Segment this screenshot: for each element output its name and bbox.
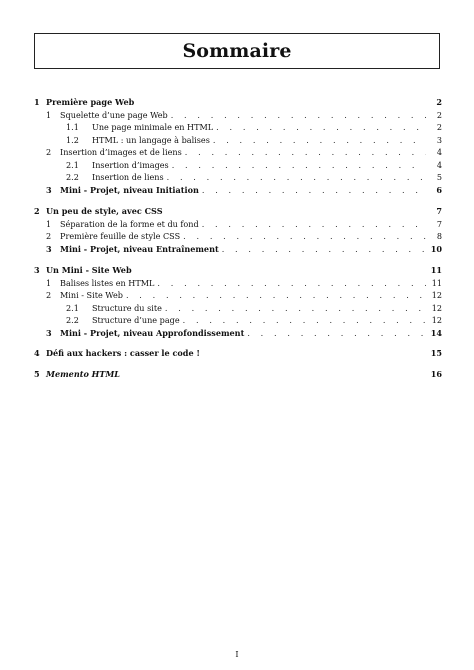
toc-leader-dots xyxy=(126,289,426,302)
toc-page-number: 16 xyxy=(430,368,442,379)
toc-number: 3 xyxy=(46,243,52,254)
toc-number: 1 xyxy=(46,109,52,120)
toc-section[interactable] xyxy=(34,146,442,159)
toc-page-number: 2 xyxy=(436,122,442,132)
toc-number: 1.1 xyxy=(66,122,79,132)
toc-number: 1 xyxy=(46,218,52,229)
toc-leader-dots xyxy=(183,230,426,243)
toc-chapter[interactable] xyxy=(34,96,442,109)
toc-leader-dots xyxy=(247,327,426,340)
toc-page-number: 6 xyxy=(436,184,442,195)
toc-page-number: 15 xyxy=(430,348,442,358)
toc-number: 2 xyxy=(46,290,52,300)
toc-number: 2.1 xyxy=(66,159,79,170)
toc-title: Séparation de la forme et du fond xyxy=(60,218,199,229)
toc-leader-dots xyxy=(157,277,426,290)
toc-leader-dots xyxy=(202,184,426,197)
toc-section[interactable] xyxy=(34,218,442,231)
toc-section[interactable] xyxy=(34,243,442,256)
toc-title: Mini - Projet, niveau Initiation xyxy=(60,184,199,195)
toc-subsection[interactable] xyxy=(34,121,442,134)
toc-number: 1.2 xyxy=(66,134,79,145)
toc-title: Insertion de liens xyxy=(92,172,164,182)
toc-subsection[interactable] xyxy=(34,171,442,184)
toc-subsection[interactable] xyxy=(34,134,442,147)
toc-title: HTML : un langage à balises xyxy=(92,134,210,145)
toc-title: Une page minimale en HTML xyxy=(92,122,214,132)
toc-number: 2.1 xyxy=(66,302,79,313)
toc-title: Un peu de style, avec CSS xyxy=(46,206,163,216)
toc-title: Première page Web xyxy=(46,97,135,107)
toc-title: Structure du site xyxy=(92,302,162,313)
toc-page-number: 8 xyxy=(436,231,442,241)
toc-leader-dots xyxy=(202,218,426,231)
toc-section[interactable] xyxy=(34,230,442,243)
toc-chapter[interactable] xyxy=(34,264,442,277)
toc-number: 2.2 xyxy=(66,172,79,182)
toc-subsection[interactable] xyxy=(34,159,442,172)
toc-leader-dots xyxy=(222,243,426,256)
toc-page-number: 4 xyxy=(436,159,442,170)
toc-leader-dots xyxy=(172,159,426,172)
toc-leader-dots xyxy=(185,146,426,159)
toc-title: Mini - Projet, niveau Entraînement xyxy=(60,243,219,254)
toc-number: 4 xyxy=(34,348,40,358)
page-title: Sommaire xyxy=(182,40,292,62)
toc-page-number: 10 xyxy=(430,243,442,254)
toc-section[interactable] xyxy=(34,327,442,340)
toc-subsection[interactable] xyxy=(34,314,442,327)
toc-leader-dots xyxy=(165,302,426,315)
toc-section[interactable] xyxy=(34,277,442,290)
toc-title: Insertion d’images xyxy=(92,159,169,170)
toc-number: 2 xyxy=(34,206,40,216)
toc-title: Structure d’une page xyxy=(92,315,180,325)
toc-chapter[interactable] xyxy=(34,347,442,360)
toc-leader-dots xyxy=(183,314,426,327)
toc-section[interactable] xyxy=(34,289,442,302)
toc-title: Mini - Site Web xyxy=(60,290,123,300)
toc-page-number: 12 xyxy=(431,290,442,300)
toc-title: Squelette d’une page Web xyxy=(60,109,168,120)
toc-page-number: 4 xyxy=(436,147,442,157)
toc-page-number: 11 xyxy=(430,265,442,275)
toc-page-number: 7 xyxy=(436,206,442,216)
toc-page-number: 7 xyxy=(436,218,442,229)
toc-number: 3 xyxy=(34,265,40,275)
toc-page-number: 2 xyxy=(436,109,442,120)
toc-section[interactable] xyxy=(34,184,442,197)
toc-page-number: 12 xyxy=(431,302,442,313)
page-number-footer: I xyxy=(235,650,239,659)
toc-leader-dots xyxy=(216,121,426,134)
toc-number: 2.2 xyxy=(66,315,79,325)
toc-title: Memento HTML xyxy=(46,368,120,379)
toc-page-number: 12 xyxy=(431,315,442,325)
toc-number: 2 xyxy=(46,231,52,241)
toc-subsection[interactable] xyxy=(34,302,442,315)
toc-title: Défi aux hackers : casser le code ! xyxy=(46,348,200,358)
toc-number: 5 xyxy=(34,368,40,379)
toc-number: 2 xyxy=(46,147,52,157)
toc-leader-dots xyxy=(171,109,426,122)
toc-chapter[interactable] xyxy=(34,205,442,218)
toc-title: Balises listes en HTML xyxy=(60,277,155,288)
toc-title: Mini - Projet, niveau Approfondissement xyxy=(60,327,245,338)
toc-chapter[interactable] xyxy=(34,368,442,381)
toc-number: 3 xyxy=(46,327,52,338)
toc-leader-dots xyxy=(167,171,426,184)
toc-page-number: 5 xyxy=(436,172,442,182)
toc-page-number: 2 xyxy=(436,97,442,107)
toc-title: Un Mini - Site Web xyxy=(46,265,132,275)
table-of-contents xyxy=(34,96,442,380)
toc-page-number: 3 xyxy=(436,134,442,145)
toc-section[interactable] xyxy=(34,109,442,122)
toc-title: Insertion d’images et de liens xyxy=(60,147,182,157)
title-box xyxy=(34,33,440,69)
toc-number: 1 xyxy=(46,277,52,288)
toc-title: Première feuille de style CSS xyxy=(60,231,181,241)
toc-page-number: 11 xyxy=(431,277,442,288)
toc-page-number: 14 xyxy=(430,327,442,338)
toc-leader-dots xyxy=(213,134,426,147)
toc-number: 3 xyxy=(46,184,52,195)
toc-number: 1 xyxy=(34,97,40,107)
